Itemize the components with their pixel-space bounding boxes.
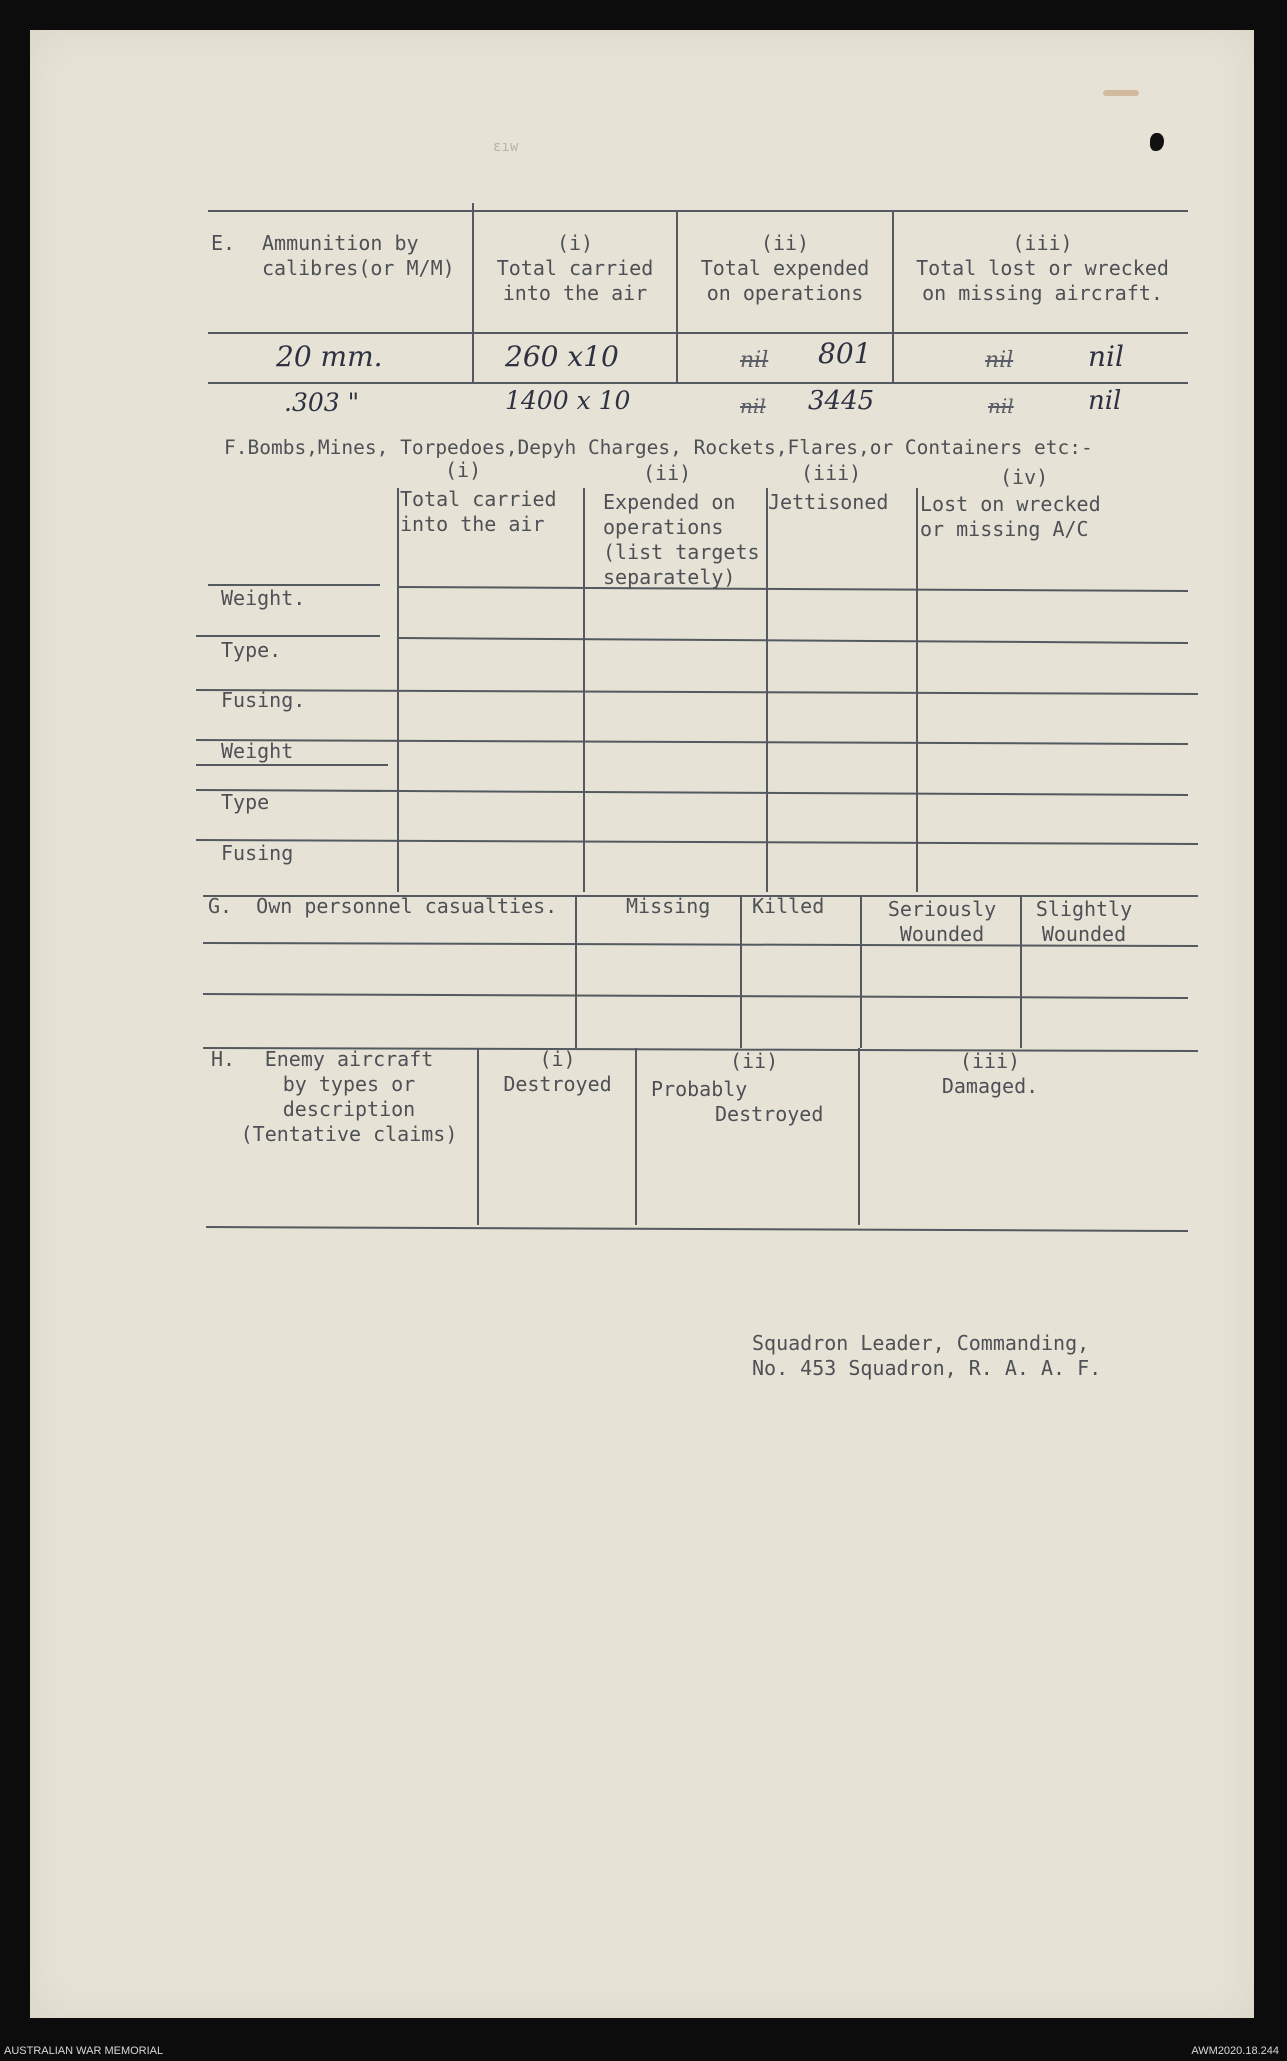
section-f-col1-header: Total carried into the air [400, 487, 557, 536]
paper-stain [1103, 90, 1139, 96]
section-f-row-fusing-2: Fusing [221, 841, 294, 865]
section-f-row-type-1: Type. [221, 638, 282, 662]
section-e-title: Ammunition by calibres(or M/M) [262, 231, 455, 280]
section-f-col2-number: (ii) [643, 461, 692, 485]
section-f-row-fusing-1: Fusing. [221, 688, 306, 712]
ammo-row1-expended: 801 [818, 337, 872, 370]
ammo-row2-carried: 1400 x 10 [505, 386, 631, 415]
ammo-row2-lost: nil [1088, 386, 1122, 416]
section-f-row-weight-1: Weight. [221, 586, 306, 610]
ammo-row1-calibre: 20 mm. [276, 340, 383, 373]
section-g-col-missing: Missing [626, 894, 711, 918]
section-e-col2-header: (ii) Total expended on operations [700, 231, 870, 305]
ammo-row1-lost: nil [1088, 340, 1124, 373]
section-h-title: Enemy aircraft by types or description (Tentative claims) [240, 1047, 458, 1146]
ammo-row2-expended: 3445 [808, 386, 875, 416]
section-g-col-killed: Killed [752, 894, 825, 918]
section-f-row-weight-2: Weight [221, 739, 294, 763]
ammo-row1-expended-struck: nil [740, 348, 769, 373]
ammo-row1-carried: 260 x10 [505, 340, 619, 373]
ammo-row1-lost-struck: nil [985, 348, 1014, 373]
section-e-col1-header: (i) Total carried into the air [496, 231, 654, 305]
section-h-col2-line1: Probably [651, 1077, 748, 1101]
ammo-row2-expended-struck: nil [740, 394, 766, 418]
archive-id: AWM2020.18.244 [1191, 2045, 1279, 2057]
section-e-col3-header: (iii) Total lost or wrecked on missing aircraft. [916, 231, 1169, 305]
section-f-col4-number: (iv) [1000, 465, 1049, 489]
section-h-col3-header: (iii) Damaged. [941, 1049, 1039, 1098]
ammo-row2-lost-struck: nil [988, 394, 1014, 418]
section-e-label: E. [211, 231, 236, 255]
section-g-col-slightly-wounded: Slightly Wounded [1035, 897, 1133, 946]
section-f-col4-header: Lost on wrecked or missing A/C [920, 492, 1101, 541]
section-f-title: F.Bombs,Mines, Torpedoes,Depyh Charges, Rockets,Flares,or Containers etc:- [224, 436, 1093, 459]
section-h-label: H. [211, 1047, 236, 1071]
signature-line-1: Squadron Leader, Commanding, [752, 1331, 1090, 1355]
section-g-title: G. Own personnel casualties. [208, 894, 558, 918]
section-g-col-seriously-wounded: Seriously Wounded [887, 897, 997, 946]
section-f-col2-header: Expended on operations (list targets separately) [603, 490, 760, 589]
bleed-through-mark: ɛıw [493, 139, 519, 155]
section-f-col1-number: (i) [445, 458, 482, 482]
section-f-row-type-2: Type [221, 790, 270, 814]
section-h-col2-line2: Destroyed [715, 1102, 824, 1126]
section-h-col2-number: (ii) [730, 1049, 779, 1073]
archive-label: AUSTRALIAN WAR MEMORIAL [4, 2045, 164, 2057]
ammo-row2-calibre: .303 " [284, 388, 360, 417]
section-h-col1-header: (i) Destroyed [503, 1047, 612, 1096]
section-f-col3-number: (iii) [801, 461, 862, 485]
signature-line-2: No. 453 Squadron, R. A. A. F. [752, 1356, 1102, 1380]
section-f-col3-header: Jettisoned [768, 490, 889, 514]
